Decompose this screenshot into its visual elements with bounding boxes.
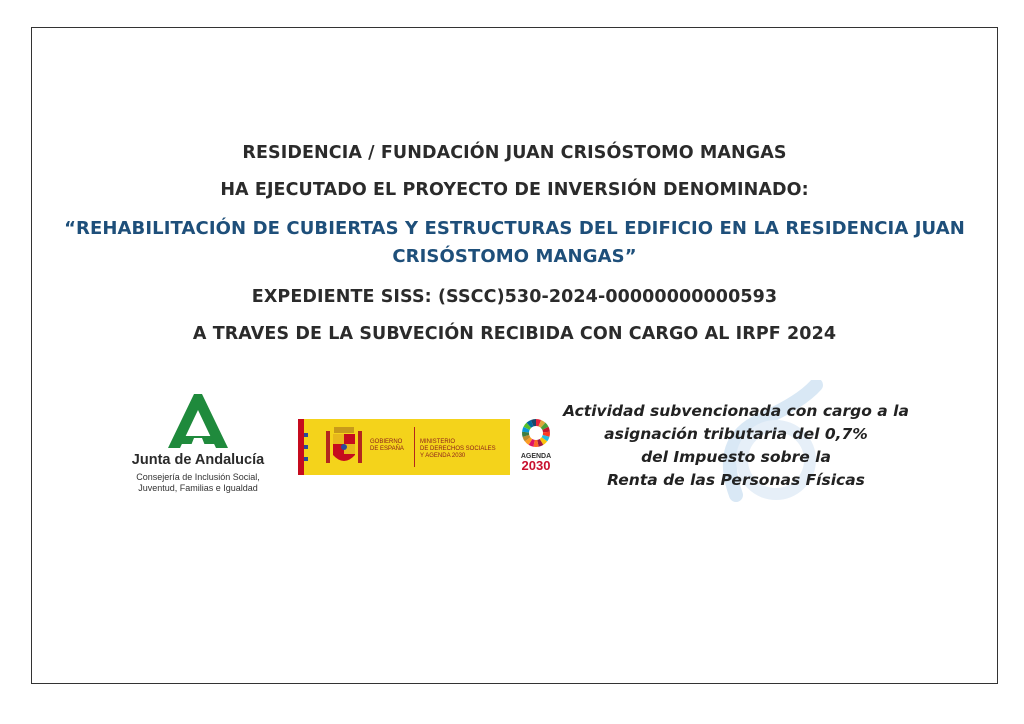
subvencion-statement: A TRAVES DE LA SUBVECIÓN RECIBIDA CON CARGO AL IRPF 2024 (192, 324, 837, 344)
expediente-number: EXPEDIENTE SISS: (SSCC)530-2024-00000000000593 (251, 287, 778, 307)
gobierno-line-1: GOBIERNO (370, 439, 403, 445)
irpf-line-4: Renta de las Personas Físicas (607, 471, 865, 489)
irpf-line-1: Actividad subvencionada con cargo a la (563, 402, 909, 420)
gobierno-text (370, 439, 404, 453)
gobierno-espana-logo (298, 419, 510, 475)
irpf-line-3: del Impuesto sobre la (641, 448, 831, 466)
project-title-line-1: “REHABILITACIÓN DE CUBIERTAS Y ESTRUCTURAS DEL EDIFICIO EN LA RESIDENCIA JUAN (64, 218, 965, 239)
irpf-line-2: asignación tributaria del 0,7% (604, 425, 868, 443)
ministerio-line-1: MINISTERIO (420, 439, 456, 445)
logo-separator (414, 427, 415, 467)
junta-dept-line-2: Juventud, Familias e Igualdad (138, 483, 258, 493)
residence-name: RESIDENCIA / FUNDACIÓN JUAN CRISÓSTOMO MANGAS (242, 143, 787, 163)
project-title-line-2: CRISÓSTOMO MANGAS” (392, 246, 637, 267)
document-frame (31, 27, 998, 684)
junta-a-icon (166, 392, 230, 450)
junta-dept-line-1: Consejería de Inclusión Social, (136, 472, 260, 482)
ministerio-line-3: Y AGENDA 2030 (420, 453, 466, 459)
execution-statement: HA EJECUTADO EL PROYECTO DE INVERSIÓN DENOMINADO: (220, 180, 809, 200)
coat-of-arms-icon (324, 425, 364, 469)
ministerio-line-2: DE DERECHOS SOCIALES (420, 446, 496, 452)
ministerio-text (420, 439, 496, 460)
agenda-2030-logo (514, 418, 558, 472)
sdg-wheel-icon (521, 418, 551, 448)
gobierno-line-2: DE ESPAÑA (370, 446, 404, 452)
agenda-year: 2030 (521, 458, 551, 473)
junta-andalucia-logo (118, 392, 278, 494)
junta-name: Junta de Andalucía (131, 452, 265, 468)
irpf-text (556, 400, 916, 492)
irpf-statement (556, 398, 916, 508)
agenda-label: AGENDA (520, 453, 552, 460)
spain-flag-stripe-icon (298, 419, 320, 475)
